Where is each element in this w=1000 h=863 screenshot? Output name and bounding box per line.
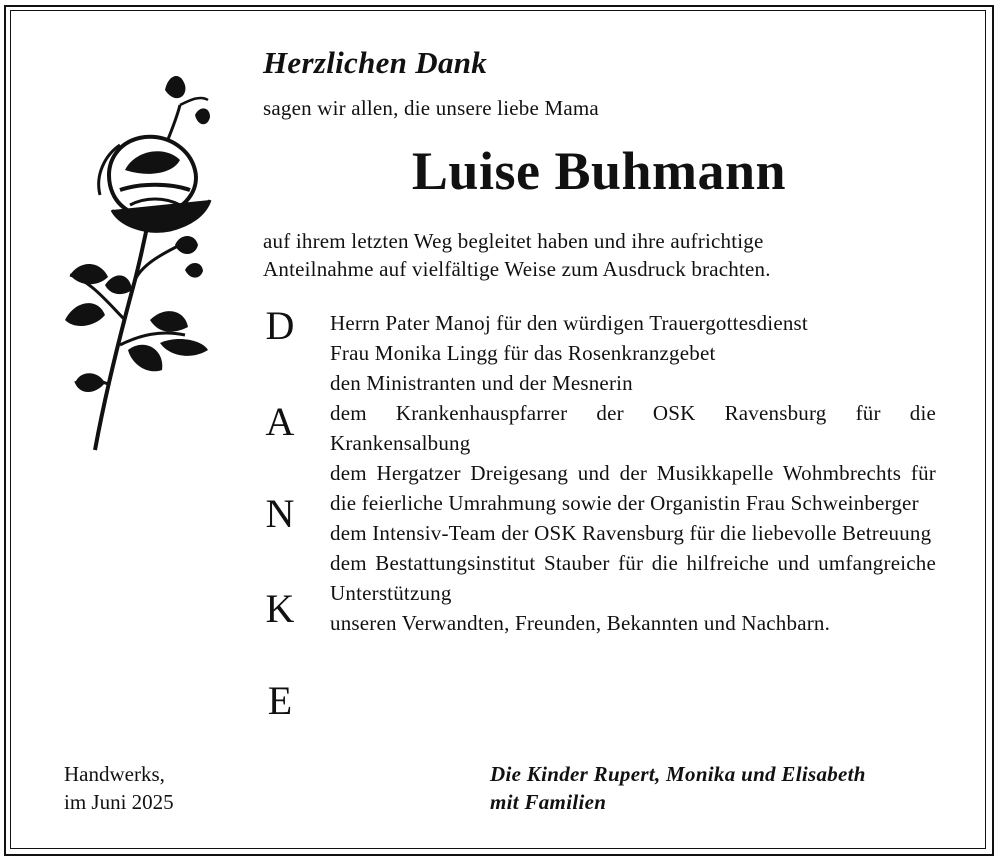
thanks-list: [330, 308, 936, 638]
danke-letter-n: N: [265, 491, 295, 536]
followup-line: auf ihrem letzten Weg begleitet haben und ihre aufrichtige: [263, 229, 764, 253]
signature: [490, 760, 866, 816]
rose-icon: [50, 65, 220, 485]
danke-letter-k: K: [265, 586, 295, 631]
signature-line: Die Kinder Rupert, Monika und Elisabeth: [490, 762, 866, 786]
intro-text: sagen wir allen, die unsere liebe Mama: [263, 96, 599, 120]
thanks-item: dem Intensiv-Team der OSK Ravensburg für die liebevolle Betreuung: [330, 521, 932, 545]
thanks-item: dem Krankenhauspfarrer der OSK Ravensburg für die Krankensalbung: [330, 401, 936, 455]
followup-text: [263, 227, 935, 283]
deceased-name: Luise Buhmann: [411, 141, 787, 201]
danke-letter-e: E: [267, 678, 293, 723]
thanks-item: dem Bestattungsinstitut Stauber für die hilfreiche und umfangreiche Unterstützung: [330, 551, 936, 605]
danke-letter-d: D: [265, 303, 295, 348]
place-date: [64, 760, 174, 816]
thanks-item: Frau Monika Lingg für das Rosenkranzgebet: [330, 341, 716, 365]
thanks-item: Herrn Pater Manoj für den würdigen Trauergottesdienst: [330, 311, 808, 335]
place-line: Handwerks,: [64, 762, 165, 786]
thanks-item: unseren Verwandten, Freunden, Bekannten und Nachbarn.: [330, 611, 831, 635]
thanks-item: den Ministranten und der Mesnerin: [330, 371, 633, 395]
followup-line: Anteilnahme auf vielfältige Weise zum Ausdruck brachten.: [263, 257, 771, 281]
date-line: im Juni 2025: [64, 790, 174, 814]
heading: Herzlichen Dank: [263, 45, 488, 80]
signature-line: mit Familien: [490, 790, 607, 814]
danke-letter-a: A: [265, 399, 295, 444]
thanks-item: dem Hergatzer Dreigesang und der Musikkapelle Wohmbrechts für die feierliche Umrahmung sowie der Organistin Frau Schweinberger: [330, 461, 936, 515]
